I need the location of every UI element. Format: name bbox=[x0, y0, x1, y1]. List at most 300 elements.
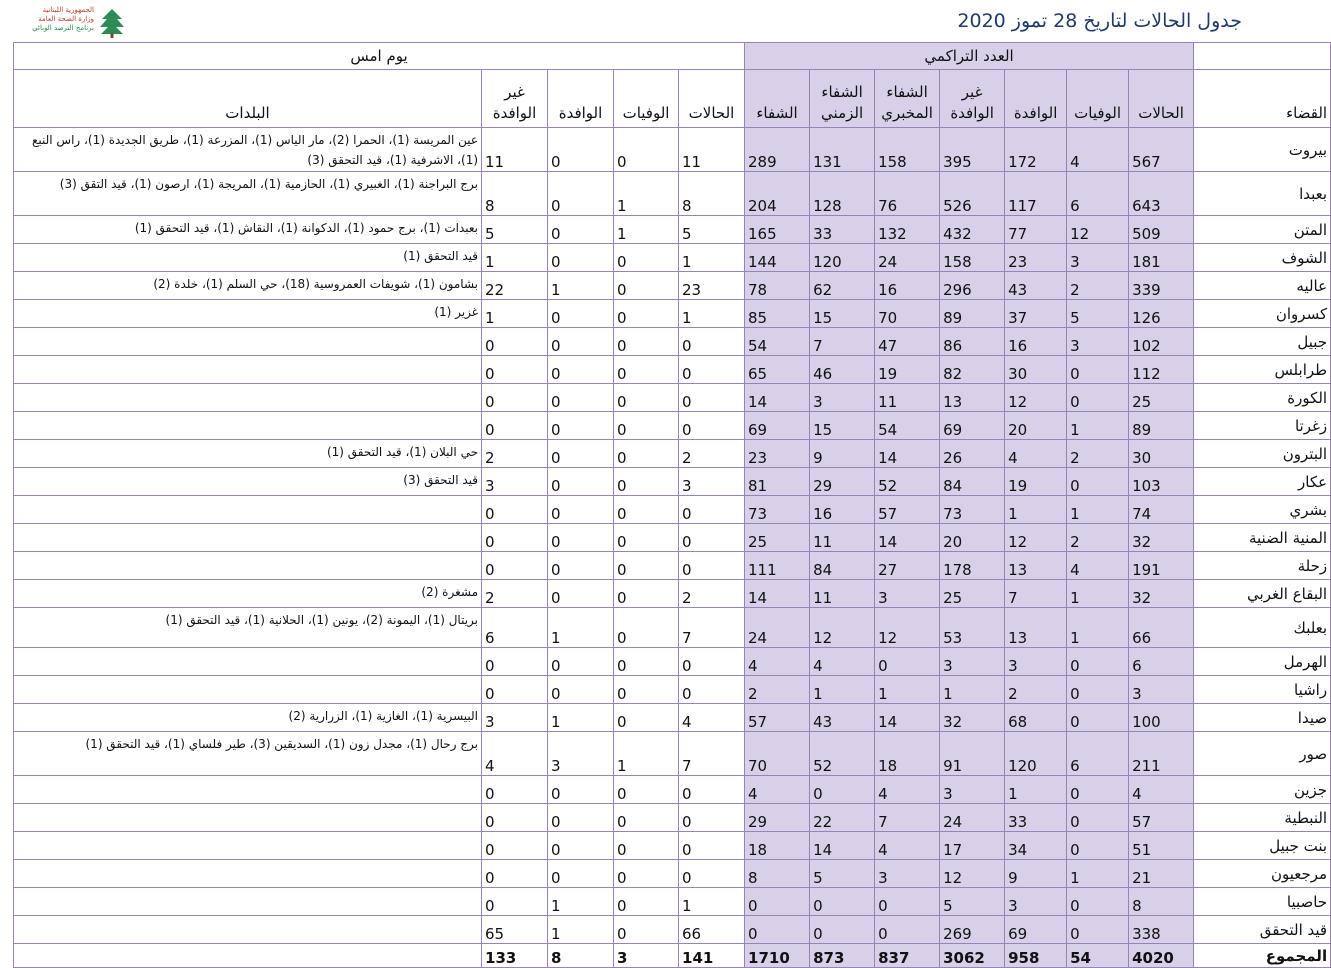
cell-cases: 32 bbox=[1129, 580, 1194, 608]
cell-cases: 509 bbox=[1129, 216, 1194, 244]
cell-deaths: 1 bbox=[1067, 860, 1129, 888]
cell-lab-recovered: 14 bbox=[875, 440, 940, 468]
cell-recovered: 0 bbox=[745, 916, 810, 944]
col-header-y-cases: الحالات bbox=[679, 70, 745, 128]
cell-recovered: 2 bbox=[745, 676, 810, 704]
cell-recovered: 14 bbox=[745, 384, 810, 412]
cell-time-recovered: 9 bbox=[810, 440, 875, 468]
cell-y-imported: 3 bbox=[548, 732, 614, 776]
cell-time-recovered: 16 bbox=[810, 496, 875, 524]
cell-district: الشوف bbox=[1194, 244, 1331, 272]
cell-district: جزين bbox=[1194, 776, 1331, 804]
cell-district: بنت جبيل bbox=[1194, 832, 1331, 860]
cell-y-non-imported: 0 bbox=[482, 804, 548, 832]
cell-towns bbox=[14, 676, 482, 704]
cell-cases: 89 bbox=[1129, 412, 1194, 440]
cell-y-cases: 0 bbox=[679, 804, 745, 832]
cell-non-imported: 3 bbox=[940, 776, 1005, 804]
cell-lab-recovered: 0 bbox=[875, 648, 940, 676]
cell-y-imported: 8 bbox=[548, 944, 614, 968]
cell-district: الكورة bbox=[1194, 384, 1331, 412]
table-row bbox=[14, 804, 1331, 832]
cell-recovered: 57 bbox=[745, 704, 810, 732]
blank-header-cell bbox=[1194, 43, 1331, 70]
cell-district: المنية الضنية bbox=[1194, 524, 1331, 552]
cell-y-deaths: 0 bbox=[614, 468, 679, 496]
cell-y-cases: 66 bbox=[679, 916, 745, 944]
cell-cases: 191 bbox=[1129, 552, 1194, 580]
cell-non-imported: 526 bbox=[940, 172, 1005, 216]
cell-y-imported: 0 bbox=[548, 552, 614, 580]
cell-y-non-imported: 0 bbox=[482, 776, 548, 804]
cell-recovered: 111 bbox=[745, 552, 810, 580]
cell-recovered: 25 bbox=[745, 524, 810, 552]
cell-imported: 3 bbox=[1005, 648, 1067, 676]
cell-lab-recovered: 24 bbox=[875, 244, 940, 272]
cell-cases: 32 bbox=[1129, 524, 1194, 552]
cell-recovered: 165 bbox=[745, 216, 810, 244]
cell-lab-recovered: 7 bbox=[875, 804, 940, 832]
cell-district: زغرتا bbox=[1194, 412, 1331, 440]
cell-recovered: 70 bbox=[745, 732, 810, 776]
cell-y-non-imported: 0 bbox=[482, 832, 548, 860]
cell-lab-recovered: 18 bbox=[875, 732, 940, 776]
cell-time-recovered: 1 bbox=[810, 676, 875, 704]
cell-imported: 9 bbox=[1005, 860, 1067, 888]
cell-y-imported: 0 bbox=[548, 328, 614, 356]
logo-text bbox=[10, 6, 94, 33]
cell-imported: 12 bbox=[1005, 384, 1067, 412]
table-row bbox=[14, 172, 1331, 216]
cell-y-deaths: 0 bbox=[614, 888, 679, 916]
group-header-cumulative: العدد التراكمي bbox=[745, 43, 1194, 70]
cell-deaths: 0 bbox=[1067, 804, 1129, 832]
cell-towns bbox=[14, 356, 482, 384]
cell-time-recovered: 52 bbox=[810, 732, 875, 776]
cell-imported: 77 bbox=[1005, 216, 1067, 244]
cell-y-deaths: 0 bbox=[614, 608, 679, 648]
cell-y-cases: 2 bbox=[679, 580, 745, 608]
cell-lab-recovered: 54 bbox=[875, 412, 940, 440]
cell-deaths: 0 bbox=[1067, 384, 1129, 412]
cell-towns bbox=[14, 412, 482, 440]
cell-y-imported: 0 bbox=[548, 244, 614, 272]
cell-y-imported: 0 bbox=[548, 776, 614, 804]
cell-y-imported: 0 bbox=[548, 580, 614, 608]
cell-y-non-imported: 1 bbox=[482, 244, 548, 272]
cell-towns: عين المريسة (1)، الحمرا (2)، مار الياس (1)، المزرعة (1)، طريق الجديدة (1)، راس النبع (1)، الاشرفية (1)، قيد التحقق (3) bbox=[14, 128, 482, 172]
cell-recovered: 23 bbox=[745, 440, 810, 468]
cell-non-imported: 3062 bbox=[940, 944, 1005, 968]
cell-y-imported: 1 bbox=[548, 272, 614, 300]
cell-cases: 102 bbox=[1129, 328, 1194, 356]
table-row bbox=[14, 580, 1331, 608]
cell-towns bbox=[14, 552, 482, 580]
cell-y-imported: 1 bbox=[548, 916, 614, 944]
cell-y-deaths: 1 bbox=[614, 172, 679, 216]
cell-y-cases: 23 bbox=[679, 272, 745, 300]
cell-y-imported: 1 bbox=[548, 704, 614, 732]
cell-imported: 117 bbox=[1005, 172, 1067, 216]
cell-recovered: 14 bbox=[745, 580, 810, 608]
cell-y-cases: 0 bbox=[679, 328, 745, 356]
cell-cases: 30 bbox=[1129, 440, 1194, 468]
cell-recovered: 85 bbox=[745, 300, 810, 328]
cell-y-deaths: 0 bbox=[614, 440, 679, 468]
cell-towns: برج البراجنة (1)، الغبيري (1)، الحازمية (1)، المريجة (1)، ارصون (1)، قيد التقق (3) bbox=[14, 172, 482, 216]
cell-district: مرجعيون bbox=[1194, 860, 1331, 888]
cell-cases: 66 bbox=[1129, 608, 1194, 648]
cell-district: المتن bbox=[1194, 216, 1331, 244]
cell-district: راشيا bbox=[1194, 676, 1331, 704]
cell-y-imported: 0 bbox=[548, 412, 614, 440]
cell-towns bbox=[14, 832, 482, 860]
col-header-y-deaths: الوفيات bbox=[614, 70, 679, 128]
cell-y-deaths: 0 bbox=[614, 524, 679, 552]
cell-time-recovered: 11 bbox=[810, 524, 875, 552]
table-row bbox=[14, 648, 1331, 676]
cell-deaths: 4 bbox=[1067, 128, 1129, 172]
ministry-logo bbox=[10, 6, 130, 40]
cell-y-cases: 0 bbox=[679, 648, 745, 676]
cell-y-cases: 0 bbox=[679, 832, 745, 860]
cell-time-recovered: 4 bbox=[810, 648, 875, 676]
table-row bbox=[14, 300, 1331, 328]
cell-time-recovered: 0 bbox=[810, 916, 875, 944]
cell-non-imported: 269 bbox=[940, 916, 1005, 944]
table-row bbox=[14, 468, 1331, 496]
cell-y-non-imported: 0 bbox=[482, 648, 548, 676]
table-row bbox=[14, 128, 1331, 172]
cell-district: عكار bbox=[1194, 468, 1331, 496]
cell-y-cases: 7 bbox=[679, 608, 745, 648]
cell-recovered: 24 bbox=[745, 608, 810, 648]
cell-imported: 69 bbox=[1005, 916, 1067, 944]
page-title: جدول الحالات لتاريخ 28 تموز 2020 bbox=[957, 10, 1242, 32]
cell-deaths: 2 bbox=[1067, 524, 1129, 552]
cell-recovered: 289 bbox=[745, 128, 810, 172]
cell-deaths: 0 bbox=[1067, 916, 1129, 944]
table-row bbox=[14, 776, 1331, 804]
cell-non-imported: 3 bbox=[940, 648, 1005, 676]
table-row bbox=[14, 356, 1331, 384]
cell-towns bbox=[14, 496, 482, 524]
cell-deaths: 6 bbox=[1067, 732, 1129, 776]
cell-time-recovered: 12 bbox=[810, 608, 875, 648]
cell-towns: بعبدات (1)، برج حمود (1)، الدكوانة (1)، النقاش (1)، قيد التحقق (1) bbox=[14, 216, 482, 244]
cell-y-cases: 0 bbox=[679, 356, 745, 384]
cell-towns bbox=[14, 944, 482, 968]
cell-cases: 567 bbox=[1129, 128, 1194, 172]
cell-imported: 30 bbox=[1005, 356, 1067, 384]
cell-cases: 8 bbox=[1129, 888, 1194, 916]
cell-non-imported: 13 bbox=[940, 384, 1005, 412]
cell-recovered: 144 bbox=[745, 244, 810, 272]
cell-y-non-imported: 0 bbox=[482, 888, 548, 916]
cell-y-deaths: 0 bbox=[614, 300, 679, 328]
cell-deaths: 54 bbox=[1067, 944, 1129, 968]
cell-recovered: 4 bbox=[745, 776, 810, 804]
cell-non-imported: 432 bbox=[940, 216, 1005, 244]
cell-lab-recovered: 12 bbox=[875, 608, 940, 648]
cell-y-deaths: 0 bbox=[614, 776, 679, 804]
cell-y-imported: 0 bbox=[548, 832, 614, 860]
cell-y-deaths: 0 bbox=[614, 804, 679, 832]
cell-non-imported: 84 bbox=[940, 468, 1005, 496]
cell-recovered: 78 bbox=[745, 272, 810, 300]
cell-deaths: 3 bbox=[1067, 244, 1129, 272]
logo-line-3: برنامج الترصد الوبائي bbox=[32, 24, 94, 32]
cell-time-recovered: 873 bbox=[810, 944, 875, 968]
cell-district: بيروت bbox=[1194, 128, 1331, 172]
cell-time-recovered: 7 bbox=[810, 328, 875, 356]
cell-y-deaths: 0 bbox=[614, 356, 679, 384]
cell-non-imported: 82 bbox=[940, 356, 1005, 384]
cell-y-cases: 141 bbox=[679, 944, 745, 968]
cell-towns: قيد التحقق (1) bbox=[14, 244, 482, 272]
cell-lab-recovered: 1 bbox=[875, 676, 940, 704]
cell-district: جبيل bbox=[1194, 328, 1331, 356]
cell-deaths: 0 bbox=[1067, 888, 1129, 916]
cell-lab-recovered: 4 bbox=[875, 832, 940, 860]
cell-cases: 6 bbox=[1129, 648, 1194, 676]
cell-lab-recovered: 837 bbox=[875, 944, 940, 968]
cell-recovered: 29 bbox=[745, 804, 810, 832]
cell-district: البقاع الغربي bbox=[1194, 580, 1331, 608]
cell-y-deaths: 0 bbox=[614, 580, 679, 608]
table-row bbox=[14, 384, 1331, 412]
cell-time-recovered: 128 bbox=[810, 172, 875, 216]
cell-imported: 19 bbox=[1005, 468, 1067, 496]
cell-imported: 16 bbox=[1005, 328, 1067, 356]
cell-towns bbox=[14, 916, 482, 944]
cell-lab-recovered: 0 bbox=[875, 916, 940, 944]
cell-y-non-imported: 4 bbox=[482, 732, 548, 776]
cell-cases: 74 bbox=[1129, 496, 1194, 524]
cell-y-deaths: 0 bbox=[614, 128, 679, 172]
cell-cases: 21 bbox=[1129, 860, 1194, 888]
cell-y-non-imported: 0 bbox=[482, 676, 548, 704]
cell-imported: 7 bbox=[1005, 580, 1067, 608]
cell-lab-recovered: 3 bbox=[875, 860, 940, 888]
cell-deaths: 0 bbox=[1067, 356, 1129, 384]
cell-cases: 112 bbox=[1129, 356, 1194, 384]
table-row bbox=[14, 676, 1331, 704]
cell-imported: 37 bbox=[1005, 300, 1067, 328]
cell-towns: برج رحال (1)، مجدل زون (1)، السديقين (3)، طير فلساي (1)، قيد التحقق (1) bbox=[14, 732, 482, 776]
cell-y-imported: 1 bbox=[548, 608, 614, 648]
cell-y-deaths: 0 bbox=[614, 832, 679, 860]
table-row bbox=[14, 244, 1331, 272]
cell-towns bbox=[14, 384, 482, 412]
cell-deaths: 0 bbox=[1067, 468, 1129, 496]
table-row bbox=[14, 216, 1331, 244]
cell-y-deaths: 0 bbox=[614, 648, 679, 676]
cell-cases: 3 bbox=[1129, 676, 1194, 704]
cell-y-non-imported: 0 bbox=[482, 412, 548, 440]
cell-towns bbox=[14, 328, 482, 356]
cell-district: زحلة bbox=[1194, 552, 1331, 580]
col-header-district: القضاء bbox=[1194, 70, 1331, 128]
cases-table bbox=[13, 42, 1331, 968]
cell-towns bbox=[14, 860, 482, 888]
cell-imported: 13 bbox=[1005, 552, 1067, 580]
cell-non-imported: 26 bbox=[940, 440, 1005, 468]
cell-deaths: 2 bbox=[1067, 272, 1129, 300]
cell-non-imported: 178 bbox=[940, 552, 1005, 580]
cell-imported: 20 bbox=[1005, 412, 1067, 440]
table-row bbox=[14, 832, 1331, 860]
cell-y-imported: 0 bbox=[548, 804, 614, 832]
group-header-yesterday: يوم امس bbox=[14, 43, 745, 70]
cell-towns: البيسرية (1)، الغازية (1)، الزرارية (2) bbox=[14, 704, 482, 732]
cell-lab-recovered: 57 bbox=[875, 496, 940, 524]
cell-imported: 1 bbox=[1005, 776, 1067, 804]
cell-y-non-imported: 0 bbox=[482, 860, 548, 888]
cell-y-imported: 0 bbox=[548, 676, 614, 704]
cell-y-deaths: 1 bbox=[614, 216, 679, 244]
cell-non-imported: 86 bbox=[940, 328, 1005, 356]
cell-y-non-imported: 3 bbox=[482, 704, 548, 732]
cell-y-imported: 0 bbox=[548, 300, 614, 328]
table-row bbox=[14, 496, 1331, 524]
cell-imported: 4 bbox=[1005, 440, 1067, 468]
cell-y-deaths: 0 bbox=[614, 860, 679, 888]
col-header-cases: الحالات bbox=[1129, 70, 1194, 128]
table-row bbox=[14, 552, 1331, 580]
cell-non-imported: 24 bbox=[940, 804, 1005, 832]
cell-district: حاصبيا bbox=[1194, 888, 1331, 916]
cell-imported: 1 bbox=[1005, 496, 1067, 524]
table-row bbox=[14, 608, 1331, 648]
cell-district: كسروان bbox=[1194, 300, 1331, 328]
cell-cases: 25 bbox=[1129, 384, 1194, 412]
cell-deaths: 0 bbox=[1067, 648, 1129, 676]
cell-towns: حي البلان (1)، قيد التحقق (1) bbox=[14, 440, 482, 468]
cell-cases: 51 bbox=[1129, 832, 1194, 860]
cell-deaths: 1 bbox=[1067, 496, 1129, 524]
cell-deaths: 0 bbox=[1067, 676, 1129, 704]
cell-y-imported: 0 bbox=[548, 468, 614, 496]
cell-y-non-imported: 0 bbox=[482, 496, 548, 524]
cell-imported: 12 bbox=[1005, 524, 1067, 552]
cell-non-imported: 12 bbox=[940, 860, 1005, 888]
table-row bbox=[14, 412, 1331, 440]
cell-y-non-imported: 2 bbox=[482, 580, 548, 608]
cell-y-imported: 0 bbox=[548, 216, 614, 244]
cell-y-non-imported: 22 bbox=[482, 272, 548, 300]
cell-time-recovered: 0 bbox=[810, 888, 875, 916]
cell-y-deaths: 3 bbox=[614, 944, 679, 968]
cell-y-non-imported: 11 bbox=[482, 128, 548, 172]
cell-district: النبطية bbox=[1194, 804, 1331, 832]
cell-district: عاليه bbox=[1194, 272, 1331, 300]
cell-lab-recovered: 14 bbox=[875, 524, 940, 552]
cell-time-recovered: 84 bbox=[810, 552, 875, 580]
cell-y-imported: 0 bbox=[548, 440, 614, 468]
cell-non-imported: 69 bbox=[940, 412, 1005, 440]
cell-deaths: 2 bbox=[1067, 440, 1129, 468]
cell-lab-recovered: 132 bbox=[875, 216, 940, 244]
table-row bbox=[14, 860, 1331, 888]
cell-y-imported: 0 bbox=[548, 128, 614, 172]
cell-y-cases: 5 bbox=[679, 216, 745, 244]
cell-y-deaths: 0 bbox=[614, 244, 679, 272]
cell-y-non-imported: 3 bbox=[482, 468, 548, 496]
cell-district: بشري bbox=[1194, 496, 1331, 524]
cell-time-recovered: 131 bbox=[810, 128, 875, 172]
col-header-imported: الوافدة bbox=[1005, 70, 1067, 128]
cell-y-non-imported: 5 bbox=[482, 216, 548, 244]
cell-imported: 120 bbox=[1005, 732, 1067, 776]
cell-towns: بشامون (1)، شويفات العمروسية (18)، حي السلم (1)، خلدة (2) bbox=[14, 272, 482, 300]
cell-cases: 338 bbox=[1129, 916, 1194, 944]
cell-time-recovered: 120 bbox=[810, 244, 875, 272]
cell-towns: مشغرة (2) bbox=[14, 580, 482, 608]
cell-imported: 23 bbox=[1005, 244, 1067, 272]
cell-y-deaths: 0 bbox=[614, 676, 679, 704]
cell-y-deaths: 0 bbox=[614, 384, 679, 412]
cell-imported: 68 bbox=[1005, 704, 1067, 732]
cell-non-imported: 32 bbox=[940, 704, 1005, 732]
cell-y-imported: 0 bbox=[548, 648, 614, 676]
cell-cases: 4 bbox=[1129, 776, 1194, 804]
cell-imported: 958 bbox=[1005, 944, 1067, 968]
cell-y-imported: 0 bbox=[548, 524, 614, 552]
cell-time-recovered: 29 bbox=[810, 468, 875, 496]
cell-y-non-imported: 0 bbox=[482, 384, 548, 412]
table-row bbox=[14, 328, 1331, 356]
cell-y-cases: 2 bbox=[679, 440, 745, 468]
cell-y-cases: 11 bbox=[679, 128, 745, 172]
cell-towns: بريتال (1)، اليمونة (2)، يونين (1)، الحلانية (1)، قيد التحقق (1) bbox=[14, 608, 482, 648]
cell-time-recovered: 15 bbox=[810, 300, 875, 328]
cell-towns bbox=[14, 804, 482, 832]
cell-y-cases: 0 bbox=[679, 524, 745, 552]
cell-y-deaths: 0 bbox=[614, 704, 679, 732]
cell-y-cases: 0 bbox=[679, 412, 745, 440]
table-row bbox=[14, 440, 1331, 468]
cell-non-imported: 89 bbox=[940, 300, 1005, 328]
cell-cases: 126 bbox=[1129, 300, 1194, 328]
cell-deaths: 6 bbox=[1067, 172, 1129, 216]
cell-y-deaths: 0 bbox=[614, 552, 679, 580]
cell-district: البترون bbox=[1194, 440, 1331, 468]
cell-district: طرابلس bbox=[1194, 356, 1331, 384]
cell-y-non-imported: 1 bbox=[482, 300, 548, 328]
cell-cases: 339 bbox=[1129, 272, 1194, 300]
cell-towns bbox=[14, 776, 482, 804]
cell-non-imported: 91 bbox=[940, 732, 1005, 776]
cell-deaths: 3 bbox=[1067, 328, 1129, 356]
cell-y-imported: 1 bbox=[548, 888, 614, 916]
cell-y-cases: 3 bbox=[679, 468, 745, 496]
cell-lab-recovered: 11 bbox=[875, 384, 940, 412]
total-row bbox=[14, 944, 1331, 968]
cell-non-imported: 73 bbox=[940, 496, 1005, 524]
table-row bbox=[14, 704, 1331, 732]
cell-y-cases: 7 bbox=[679, 732, 745, 776]
cell-recovered: 69 bbox=[745, 412, 810, 440]
table-row bbox=[14, 524, 1331, 552]
cell-cases: 57 bbox=[1129, 804, 1194, 832]
cell-lab-recovered: 4 bbox=[875, 776, 940, 804]
cell-y-non-imported: 8 bbox=[482, 172, 548, 216]
cell-non-imported: 1 bbox=[940, 676, 1005, 704]
cell-lab-recovered: 0 bbox=[875, 888, 940, 916]
cell-time-recovered: 0 bbox=[810, 776, 875, 804]
cell-district: صيدا bbox=[1194, 704, 1331, 732]
